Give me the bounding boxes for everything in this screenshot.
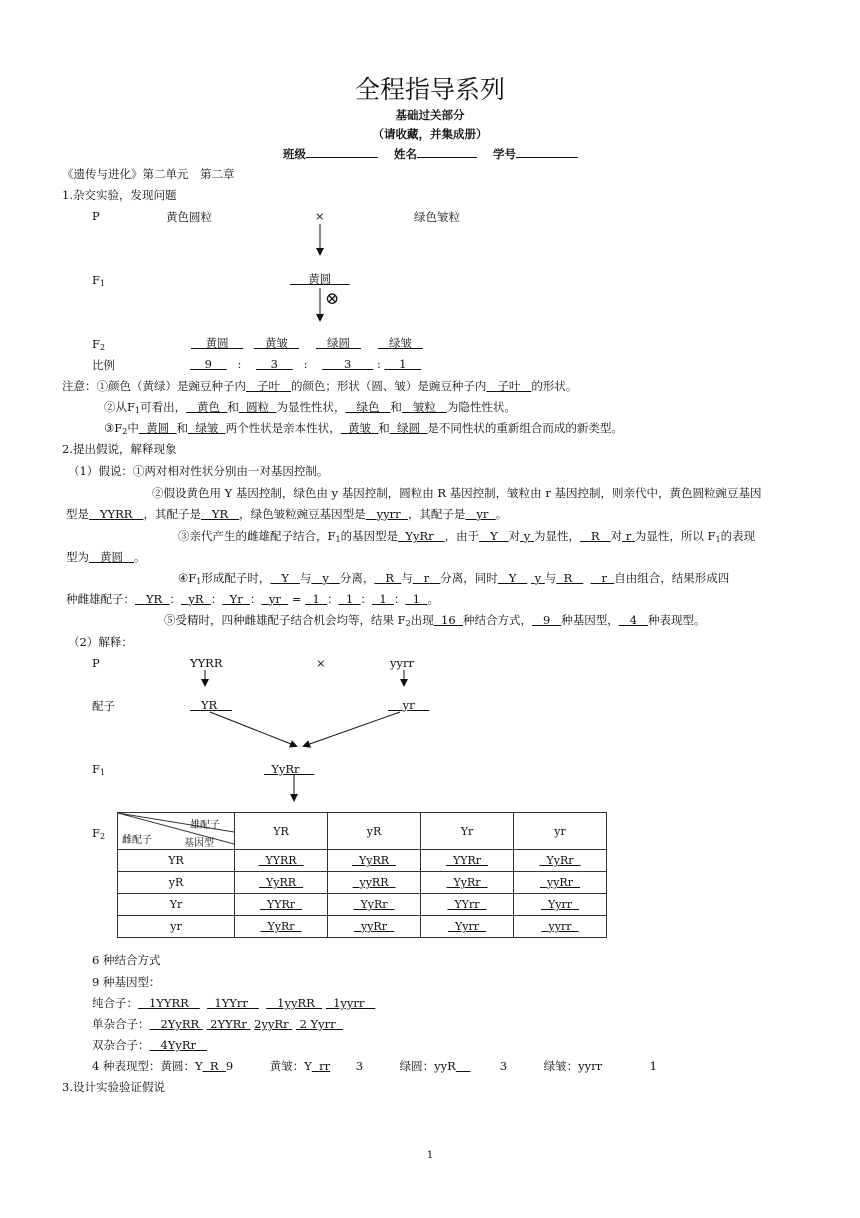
s2-hypothesis-4b: 种雌雄配子： YR ： yR ： Yr ： yr = 1 ： 1 ： 1 ： 1 。	[66, 592, 439, 606]
genotype-cell: YyRr	[421, 872, 514, 894]
s2-cross: ×	[316, 656, 326, 670]
corner-male: 雄配子	[190, 820, 220, 831]
col-header: yR	[328, 813, 421, 850]
s2-hypothesis-1: （1）假说：①两对相对性状分别由一对基因控制。	[68, 464, 329, 478]
s2-hypothesis-3b: 型为 黄圆 。	[66, 550, 146, 564]
genotype-cell: YyRr	[235, 916, 328, 938]
s2-hypothesis-2a: ②假设黄色用 Y 基因控制，绿色由 y 基因控制，圆粒由 R 基因控制，皱粒由 r 基因控制，则亲代中，黄色圆粒豌豆基因	[152, 486, 762, 500]
row-gamete: yR	[118, 872, 235, 894]
genotype-cell: yyRr	[514, 872, 607, 894]
table-row	[118, 850, 607, 872]
s2-p-label: P	[92, 656, 100, 670]
class-label: 班级	[283, 147, 306, 161]
s1-cross: ×	[315, 209, 325, 223]
s2-p-left: YYRR	[190, 656, 223, 670]
s2-heading: 2.提出假说，解释现象	[62, 442, 177, 456]
s1-note-2: ②从F1可看出， 黄色 和 圆粒 为显性性状， 绿色 和 皱粒 为隐性性状。	[104, 400, 516, 415]
genotype-cell: YYRr	[235, 894, 328, 916]
s2-gamete-left: YR	[200, 698, 218, 712]
s1-f1-label: F1	[92, 273, 106, 288]
s1-f2-label: F2	[92, 337, 106, 352]
table-row	[118, 916, 607, 938]
s1-ratio-label: 比例	[92, 358, 115, 372]
single-het-line: 单杂合子： 2YyRR 2YYRr 2yyRr 2 Yyrr	[92, 1017, 336, 1031]
phenotypes-line: 4 种表现型：黄圆：Y R 9 黄皱：Y rr 3 绿圆：yyR 3 绿皱：yyrr 1	[92, 1059, 657, 1073]
genotype-cell: YyRR	[235, 872, 328, 894]
double-het-line: 双杂合子： 4YyRr	[92, 1038, 197, 1052]
punnett-square	[117, 812, 607, 938]
table-row	[118, 872, 607, 894]
s2-gamete-right: yr	[402, 698, 415, 712]
s1-yellow-round: 黄色圆粒	[166, 210, 212, 224]
s2-hypothesis-2b: 型是 YYRR ，其配子是 YR ，绿色皱粒豌豆基因型是 yyrr ，其配子是 yr 。	[66, 507, 508, 521]
s2-f1-value: YyRr	[271, 762, 300, 776]
s1-f2-value-4: 绿皱	[388, 336, 412, 350]
s2-p-right: yyrr	[390, 656, 414, 670]
s2-hypothesis-5: ⑤受精时，四种雌雄配子结合机会均等，结果 F2出现 16 种结合方式， 9 种基因型， 4 种表现型。	[164, 613, 706, 628]
row-gamete: yr	[118, 916, 235, 938]
genotype-cell: Yyrr	[514, 894, 607, 916]
genotypes-label: 9 种基因型：	[92, 975, 161, 989]
s1-ratio-line: 9 : 3 : 3 : 1	[204, 357, 407, 371]
page-title: 全程指导系列	[354, 75, 505, 104]
s2-gamete-label: 配子	[92, 699, 115, 713]
genotype-cell: YyRR	[328, 850, 421, 872]
s1-f2-value-3: 绿圆	[326, 336, 350, 350]
col-header: Yr	[421, 813, 514, 850]
s1-note-1: 注意：①颜色（黄绿）是豌豆种子内 子叶 的颜色；形状（圆、皱）是豌豆种子内 子叶 的形状。	[62, 379, 578, 393]
s1-green-wrinkled: 绿色皱粒	[414, 210, 460, 224]
collect-note: （请收藏，并集成册）	[372, 127, 488, 141]
corner-genotype: 基因型	[184, 838, 214, 849]
s1-note-3: ③F2中 黄圆 和 绿皱 两个性状是亲本性状， 黄皱 和 绿圆 是不同性状的重新组合而成的新类型。	[104, 421, 623, 436]
arrow-gamete-left	[210, 712, 296, 746]
genotype-cell: Yyrr	[421, 916, 514, 938]
table-row	[118, 894, 607, 916]
id-label: 学号	[493, 147, 517, 161]
s1-f2-value-2: 黄皱	[264, 336, 288, 350]
genotype-cell: yyRR	[328, 872, 421, 894]
genotype-cell: YYrr	[421, 894, 514, 916]
corner-female: 雌配子	[122, 835, 152, 846]
genotype-cell: yyrr	[514, 916, 607, 938]
s2-explain-label: （2）解释：	[68, 635, 133, 649]
genotype-cell: YyRr	[328, 894, 421, 916]
self-cross-icon: ⊗	[325, 289, 340, 309]
s3-heading: 3.设计实验验证假说	[62, 1080, 165, 1094]
genotype-cell: YyRr	[514, 850, 607, 872]
page-number: 1	[426, 1150, 434, 1161]
genotype-cell: YYRr	[421, 850, 514, 872]
s1-f2-value-1: 黄圆	[205, 336, 229, 350]
punnett-header-row	[118, 813, 607, 850]
genotype-cell: yyRr	[328, 916, 421, 938]
col-header: yr	[514, 813, 607, 850]
s2-hypothesis-3a: ③亲代产生的雌雄配子结合，F1的基因型是 YyRr ，由于 Y 对 y 为显性， R 对 r 为显性，所以 F1的表现	[178, 529, 756, 544]
punnett-corner-cell	[118, 813, 235, 850]
s2-f2-label: F2	[92, 826, 106, 841]
s1-f1-value: 黄圆	[308, 272, 332, 286]
homozygous-line: 纯合子： 1YYRR 1YYrr 1yyRR 1yyrr	[92, 996, 365, 1010]
arrow-gamete-right	[304, 712, 400, 746]
s1-heading: 1.杂交实验，发现问题	[62, 188, 177, 202]
section-header: 《遗传与进化》第二单元 第二章	[62, 167, 235, 181]
col-header: YR	[235, 813, 328, 850]
s1-p-label: P	[92, 209, 100, 223]
subtitle: 基础过关部分	[395, 108, 465, 122]
s2-f1-label: F1	[92, 762, 106, 777]
row-gamete: YR	[118, 850, 235, 872]
combos-text: 6 种结合方式	[92, 953, 161, 967]
genotype-cell: YYRR	[235, 850, 328, 872]
row-gamete: Yr	[118, 894, 235, 916]
name-label: 姓名	[394, 147, 418, 161]
s2-hypothesis-4a: ④F1形成配子时， Y 与 y 分离， R 与 r 分离，同时 Y y 与 R r 自由组合，结果形成四	[178, 571, 730, 586]
